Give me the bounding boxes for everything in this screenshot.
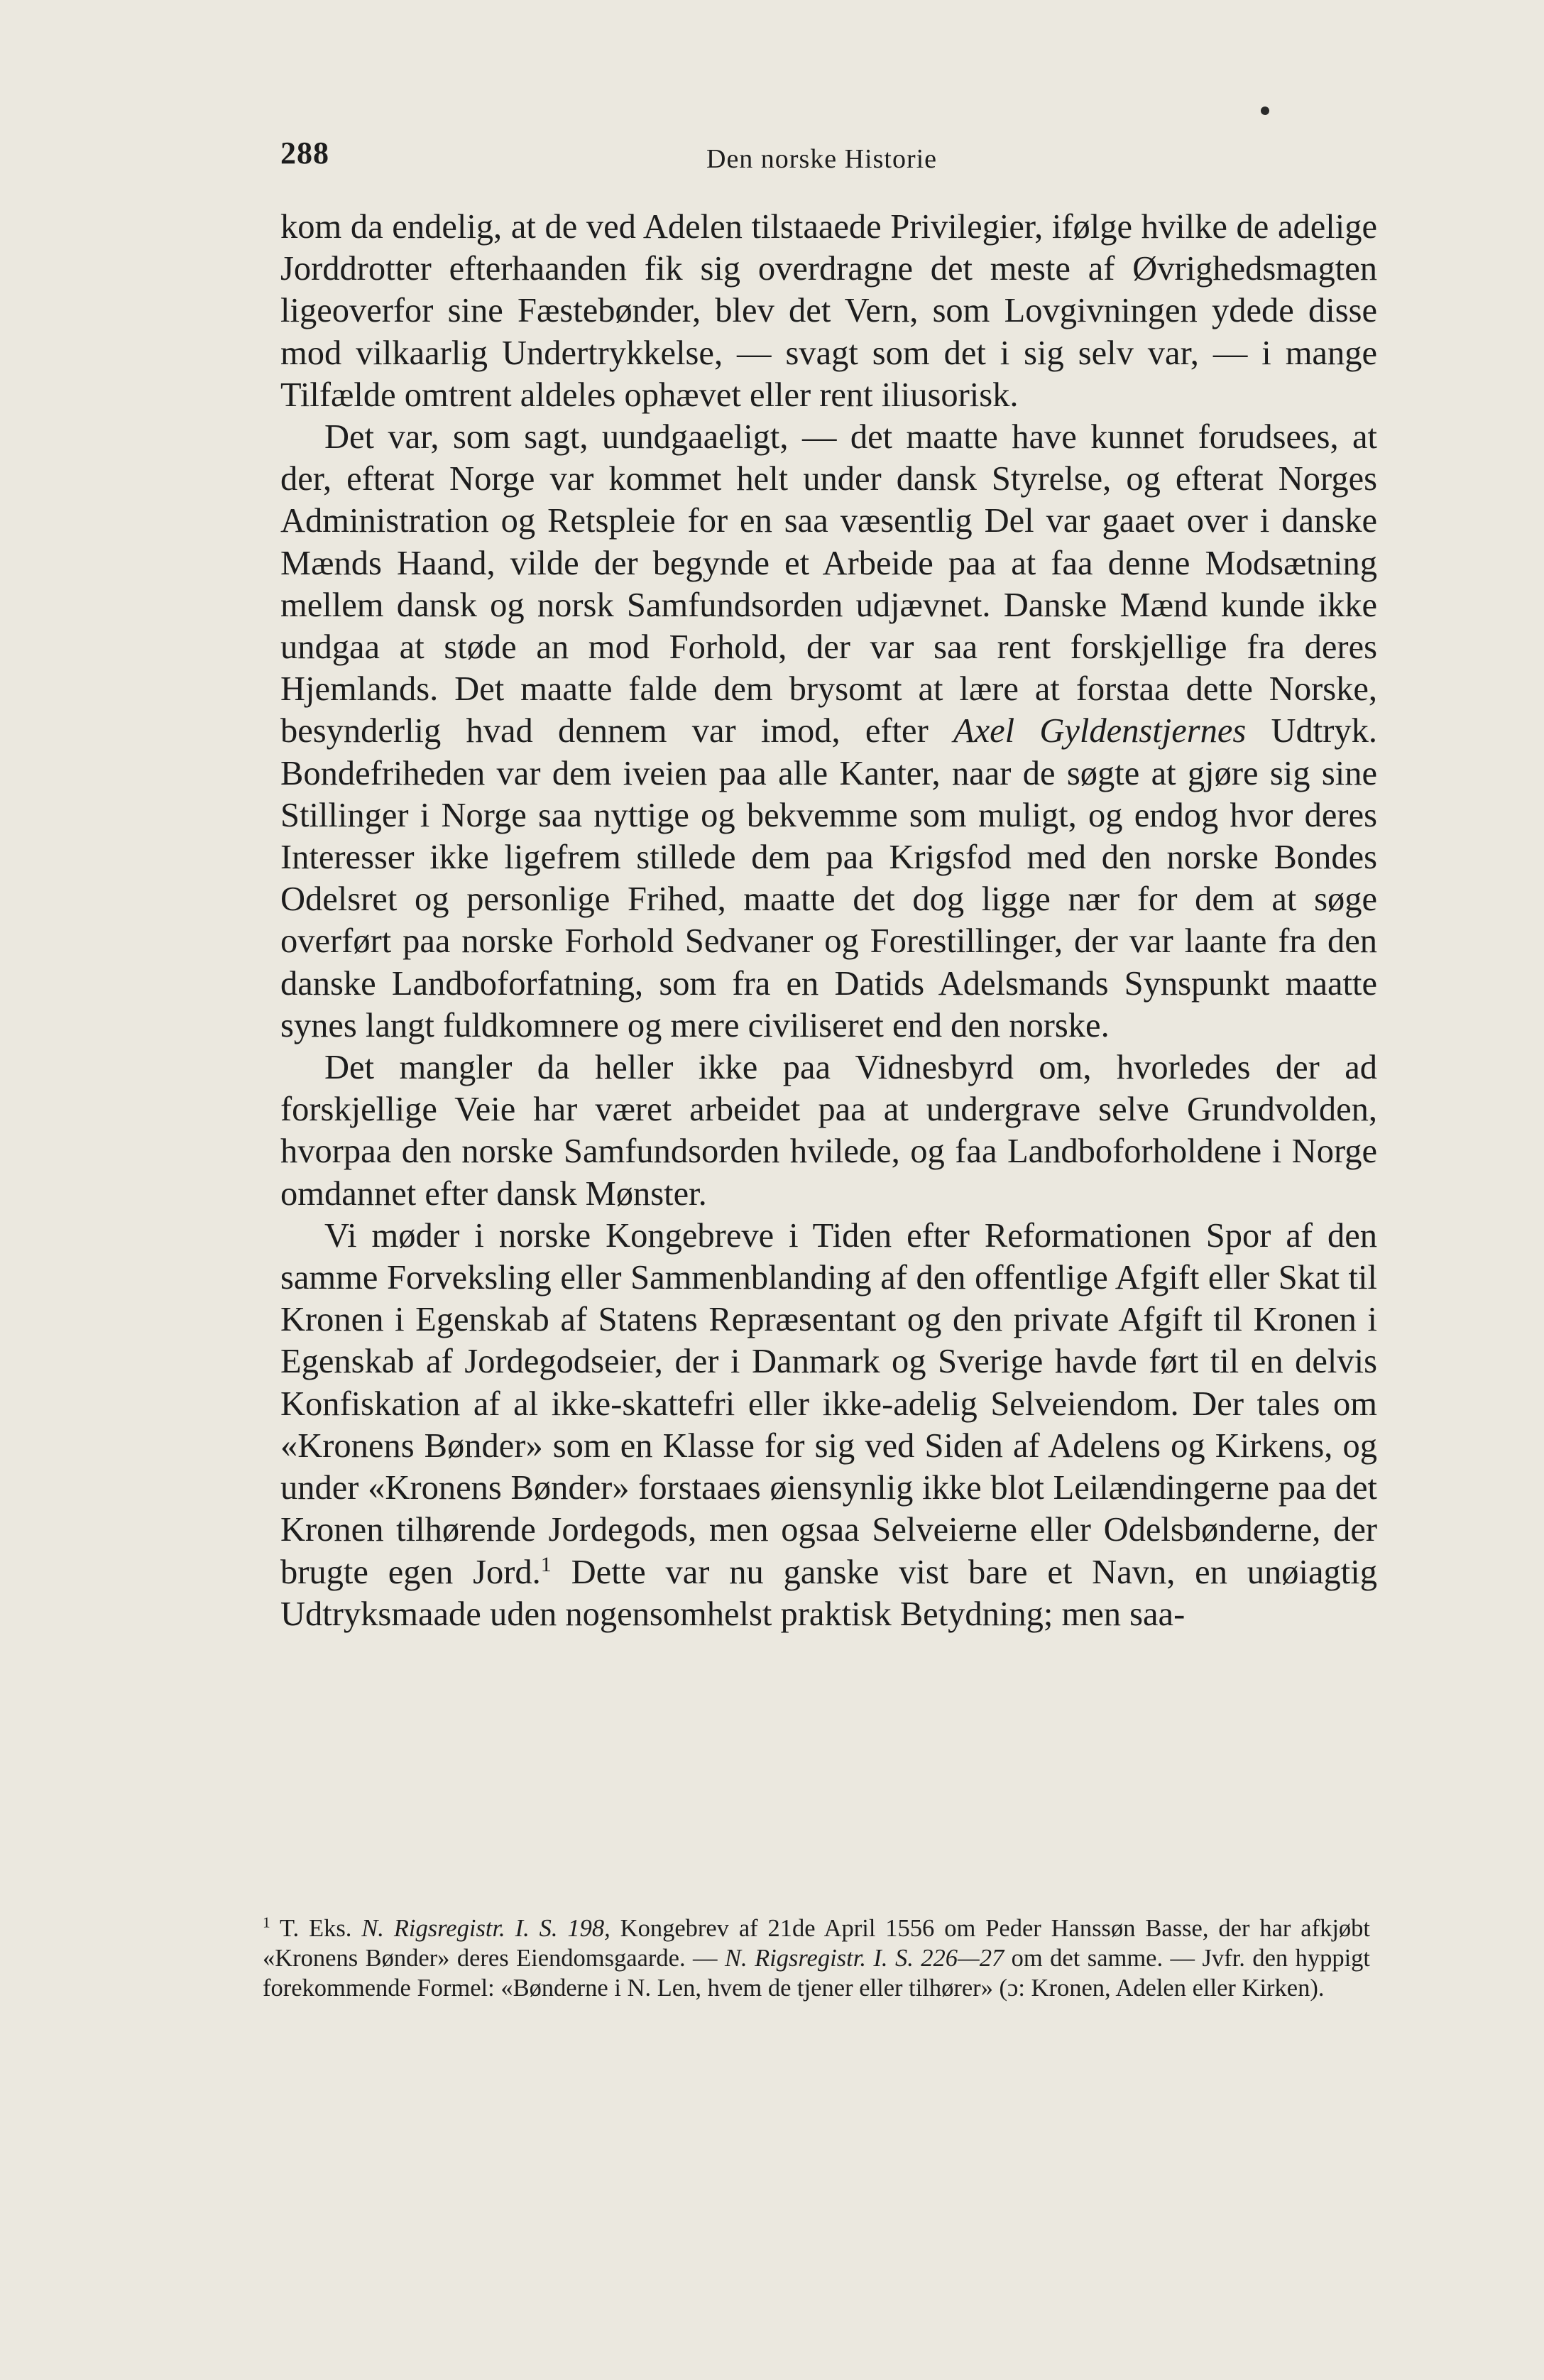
footnote-citation-1: N. Rigsregistr. I. S. 198, [361,1915,611,1942]
italic-name: Axel Gyldenstjernes [953,712,1247,750]
page-header [280,135,1377,185]
paragraph-4 [280,1215,1377,1635]
footnote-text-1: T. Eks. [270,1915,362,1942]
paragraph-2 [280,416,1377,1047]
page-number: 288 [280,136,329,170]
paragraph-2-text-a: Det var, som sagt, uundgaaeligt, — det maatte have kunnet forudsees, at der, efterat Norge var kommet helt under dansk Styrelse, og efterat Norges Administration og Retspleie for en saa væsentlig Del var gaaet over i danske Mænds Haand, vilde der begynde et Arbeide paa at faa denne Modsætning mellem dansk og norsk Samfundsorden udjævnet. Danske Mænd kunde ikke undgaa at støde an mod Forhold, der var saa rent forskjellige fra deres Hjemlands. Det maatte falde dem brysomt at lære at forstaa dette Norske, besynderlig hvad dennem var imod, efter [280,418,1377,750]
footnote-reference: 1 [540,1551,552,1576]
footnote-text-3: om det samme. — Jvfr. den hyppigt forekommende Formel: «Bønderne i N. Len, hvem de tjener eller tilhører» (ɔ: Kronen, Adelen eller Kirken). [263,1945,1370,2002]
footnote-1 [263,1914,1370,2003]
paragraph-1 [280,206,1377,416]
paragraph-4-text-a: Vi møder i norske Kongebreve i Tiden efter Reformationen Spor af den samme Forveksling eller Sammenblanding af den offentlige Afgift eller Skat til Kronen i Egenskab af Statens Repræsentant og den private Afgift til Kronen i Egenskab af Jordegodseier, der i Danmark og Sverige havde ført til en delvis Konfiskation af al ikke-skattefri eller ikke-adelig Selveiendom. Der tales om «Kronens Bønder» som en Klasse for sig ved Siden af Adelens og Kirkens, og under «Kronens Bønder» forstaaes øiensynlig ikke blot Leilændingerne paa det Kronen tilhørende Jordegods, men ogsaa Selveierne eller Odelsbønderne, der brugte egen Jord. [280,1216,1377,1591]
footnote-text-2: Kongebrev af 21de April 1556 om Peder Hanssøn Basse, der har afkjøbt «Kronens Bønder» deres Eiendomsgaarde. — [263,1915,1371,1972]
ink-dot-mark [1261,107,1269,115]
paragraph-2-text-b: Udtryk. Bondefriheden var dem iveien paa alle Kanter, naar de søgte at gjøre sig sine Stillinger i Norge saa nyttige og bekvemme som muligt, og endog hvor deres Interesser ikke ligefrem stillede dem paa Krigsfod med den norske Bondes Odelsret og personlige Frihed, maatte det dog ligge nær for dem at søge overført paa norske Forhold Sedvaner og Forestillinger, der var laante fra den danske Landboforfatning, som fra en Datids Adelsmands Synspunkt maatte synes langt fuldkomnere og mere civiliseret end den norske. [280,712,1377,1044]
footnote-citation-2: N. Rigsregistr. I. S. 226—27 [725,1945,1004,1972]
running-title: Den norske Historie [706,144,938,174]
footnote-marker: 1 [263,1914,270,1931]
paragraph-3-text: Det mangler da heller ikke paa Vidnesbyrd om, hvorledes der ad forskjellige Veie har været arbeidet paa at undergrave selve Grundvolden, hvorpaa den norske Samfundsorden hvilede, og faa Landboforholdene i Norge omdannet efter dansk Mønster. [280,1049,1377,1213]
main-text [280,206,1377,1635]
paragraph-1-text: kom da endelig, at de ved Adelen tilstaaede Privilegier, ifølge hvilke de adelige Jorddrotter efterhaanden fik sig overdragne det meste af Øvrighedsmagten ligeoverfor sine Fæstebønder, blev det Vern, som Lovgivningen ydede disse mod vilkaarlig Undertrykkelse, — svagt som det i sig selv var, — i mange Tilfælde omtrent aldeles ophævet eller rent iliusorisk. [280,208,1377,414]
paragraph-4-text-b: Dette var nu ganske vist bare et Navn, en unøiagtig Udtryksmaade uden nogensomhelst praktisk Betydning; men saa- [280,1553,1377,1633]
footnotes [263,1914,1370,2003]
paragraph-3 [280,1047,1377,1215]
